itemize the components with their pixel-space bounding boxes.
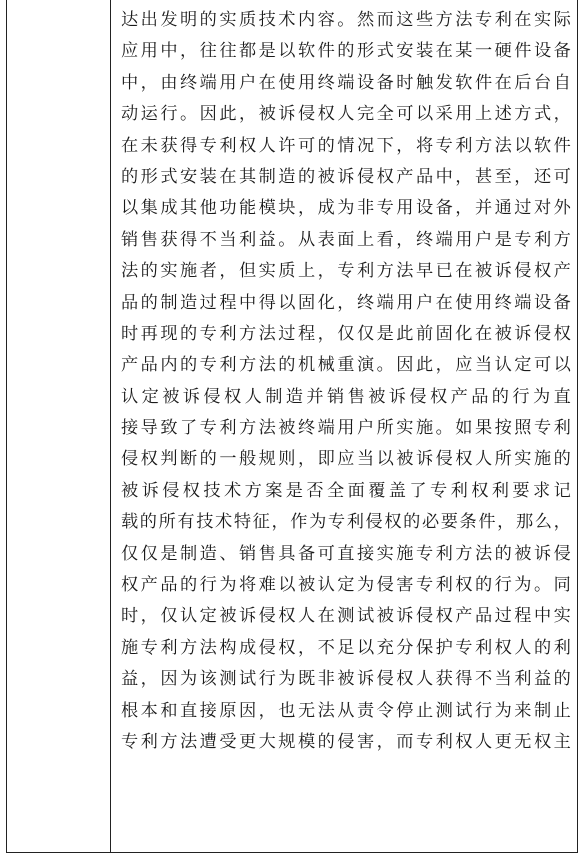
text-line: 被诉侵权技术方案是否全面覆盖了专利权利要求记 [121,480,571,501]
text-line: 应用中，往往都是以软件的形式安装在某一硬件设备 [121,41,571,62]
text-line: 产品内的专利方法的机械重演。因此，应当认定可以 [121,355,571,376]
text-line: 达出发明的实质技术内容。然而这些方法专利在实际 [121,10,571,30]
text-line: 时再现的专利方法过程，仅仅是此前固化在被诉侵权 [121,323,571,344]
text-line: 益，因为该测试行为既非被诉侵权人获得不当利益的 [121,669,571,690]
text-line: 根本和直接原因，也无法从责令停止测试行为来制止 [121,700,571,721]
text-line: 在未获得专利权人许可的情况下，将专利方法以软件 [121,135,571,156]
table-label-cell [7,0,111,852]
text-line: 中，由终端用户在使用终端设备时触发软件在后台自 [121,72,571,93]
text-line: 销售获得不当利益。从表面上看，终端用户是专利方 [121,229,571,250]
text-line: 品的制造过程中得以固化，终端用户在使用终端设备 [121,292,571,313]
text-line: 侵权判断的一般规则，即应当以被诉侵权人所实施的 [121,449,571,470]
text-line: 载的所有技术特征，作为专利侵权的必要条件，那么， [121,512,571,533]
table-content-cell [111,0,577,852]
document-table [6,0,578,853]
text-line: 动运行。因此，被诉侵权人完全可以采用上述方式， [121,104,571,125]
text-line: 仅仅是制造、销售具备可直接实施专利方法的被诉侵 [121,543,571,564]
text-line: 时，仅认定被诉侵权人在测试被诉侵权产品过程中实 [121,606,571,627]
text-line: 接导致了专利方法被终端用户所实施。如果按照专利 [121,418,571,439]
text-line: 以集成其他功能模块，成为非专用设备，并通过对外 [121,198,571,219]
text-line: 认定被诉侵权人制造并销售被诉侵权产品的行为直 [121,386,571,407]
text-line: 法的实施者，但实质上，专利方法早已在被诉侵权产 [121,261,571,282]
text-line: 的形式安装在其制造的被诉侵权产品中，甚至，还可 [121,166,571,187]
text-line: 施专利方法构成侵权，不足以充分保护专利权人的利 [121,637,571,658]
text-line: 专利方法遭受更大规模的侵害，而专利权人更无权主 [121,731,571,752]
text-line: 权产品的行为将难以被认定为侵害专利权的行为。同 [121,575,571,596]
